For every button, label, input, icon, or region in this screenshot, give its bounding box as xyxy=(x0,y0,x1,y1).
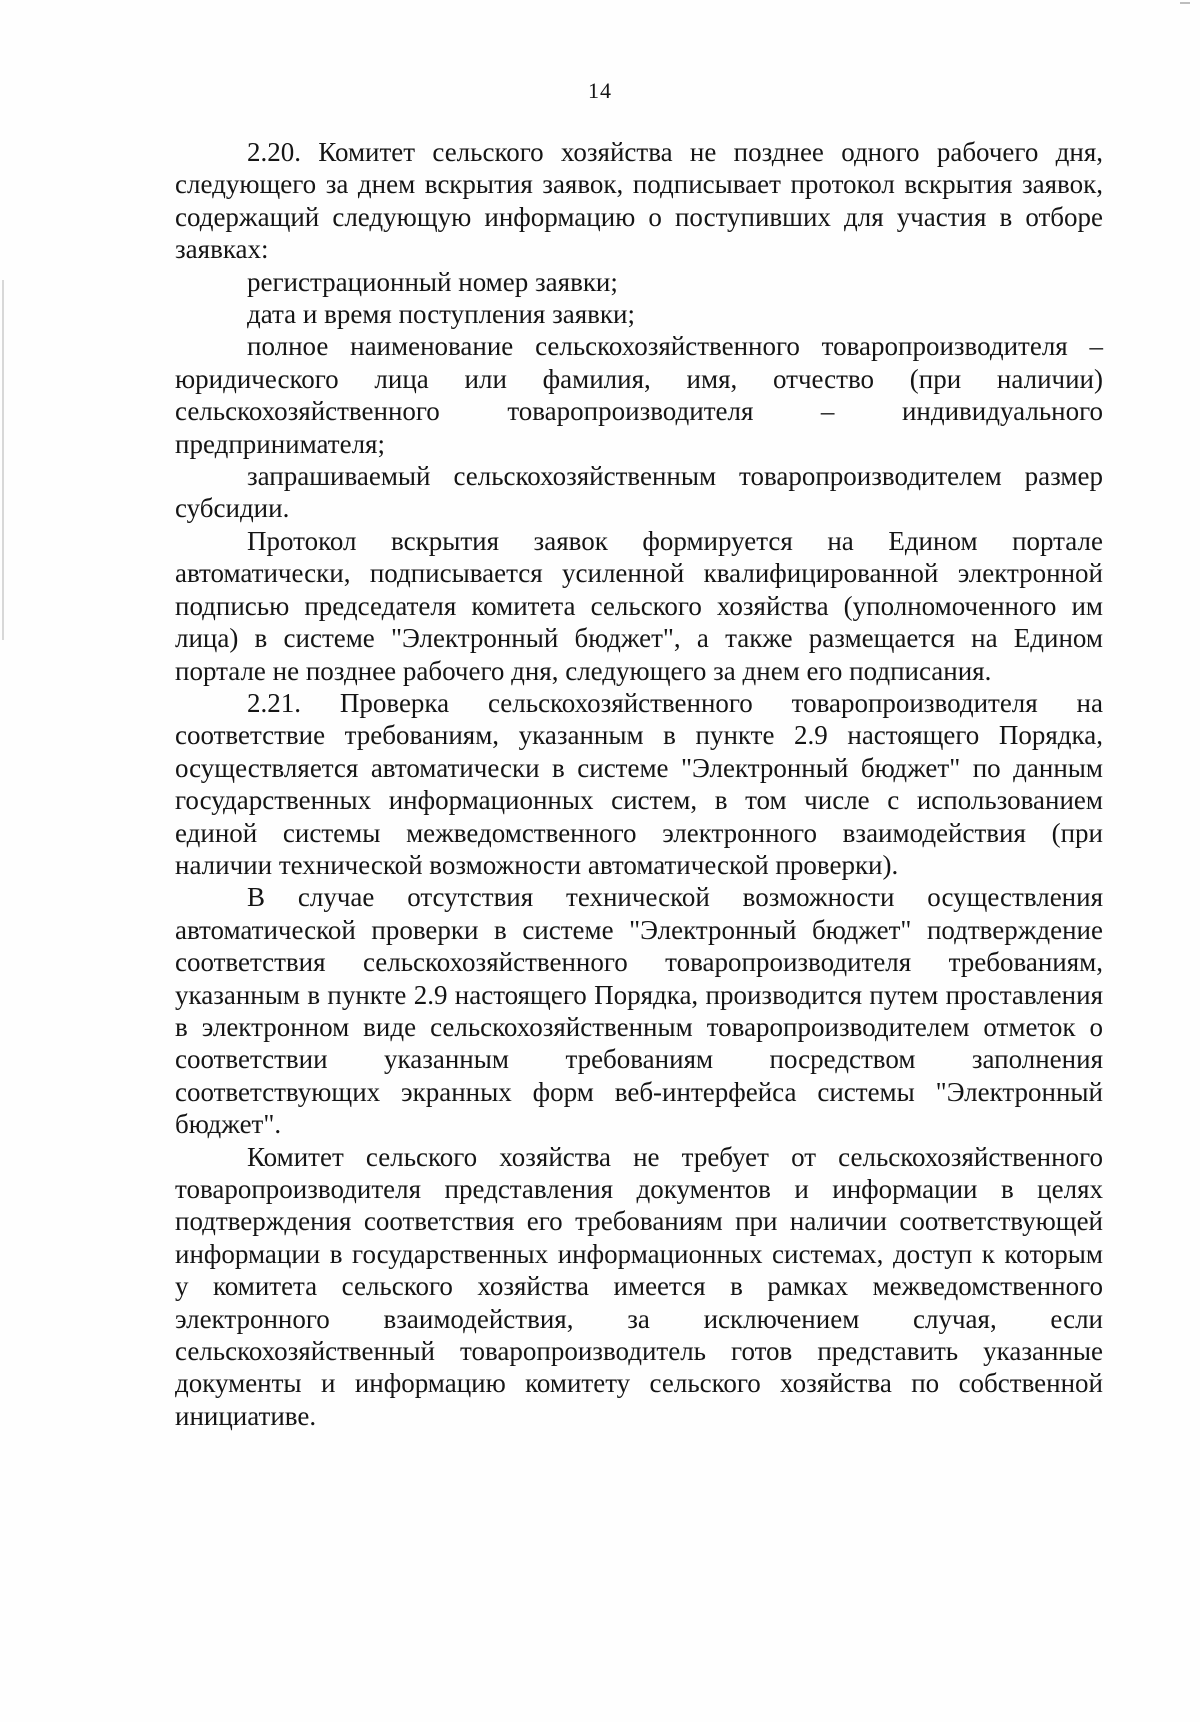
list-item-full-name: полное наименование сельскохозяйственного товаропроизводителя – юридического лица или фамилия, имя, отчество (при наличии) сельскохозяйственного товаропроизводителя – индивидуального предпринимателя; xyxy=(175,331,1103,459)
paragraph-committee-requirements: Комитет сельского хозяйства не требует от сельскохозяйственного товаропроизводителя представления документов и информации в целях подтверждения соответствия его требованиям при наличии соответствующей информации в государственных информационных системах, доступ к которым у комитета сельского хозяйства имеется в рамках межведомственного электронного взаимодействия, за исключением случая, если сельскохозяйственный товаропроизводитель готов представить указанные документы и информацию комитету сельского хозяйства по собственной инициативе. xyxy=(175,1141,1103,1431)
list-item-date-time: дата и время поступления заявки; xyxy=(247,299,635,330)
list-item-subsidy-size: запрашиваемый сельскохозяйственным товаропроизводителем размер субсидии. xyxy=(175,461,1103,524)
scan-edge-mark xyxy=(2,280,4,640)
paragraph-protocol: Протокол вскрытия заявок формируется на Едином портале автоматически, подписывается усиленной квалифицированной электронной подписью председателя комитета сельского хозяйства (уполномоченного им лица) в системе "Электронный бюджет", а также размещается на Едином портале не позднее рабочего дня, следующего за днем его подписания. xyxy=(175,525,1103,686)
scan-corner-mark xyxy=(1180,2,1190,4)
paragraph-no-technical-possibility: В случае отсутствия технической возможности осуществления автоматической проверки в системе "Электронный бюджет" подтверждение соответствия сельскохозяйственного товаропроизводителя требованиям, указанным в пункте 2.9 настоящего Порядка, производится путем проставления в электронном виде сельскохозяйственным товаропроизводителем отметок о соответствии указанным требованиям посредством заполнения соответствующих экранных форм веб-интерфейса системы "Электронный бюджет". xyxy=(175,882,1103,1140)
paragraph-2-21: 2.21. Проверка сельскохозяйственного товаропроизводителя на соответствие требованиям, указанным в пункте 2.9 настоящего Порядка, осуществляется автоматически в системе "Электронный бюджет" по данным государственных информационных систем, в том числе с использованием единой системы межведомственного электронного взаимодействия (при наличии технической возможности автоматической проверки). xyxy=(175,687,1103,880)
paragraph-2-20: 2.20. Комитет сельского хозяйства не позднее одного рабочего дня, следующего за днем вскрытия заявок, подписывает протокол вскрытия заявок, содержащий следующую информацию о поступивших для участия в отборе заявках: xyxy=(175,137,1103,265)
list-item-registration-number: регистрационный номер заявки; xyxy=(247,266,618,297)
document-body xyxy=(175,136,1103,1432)
page-number: 14 xyxy=(588,78,612,103)
